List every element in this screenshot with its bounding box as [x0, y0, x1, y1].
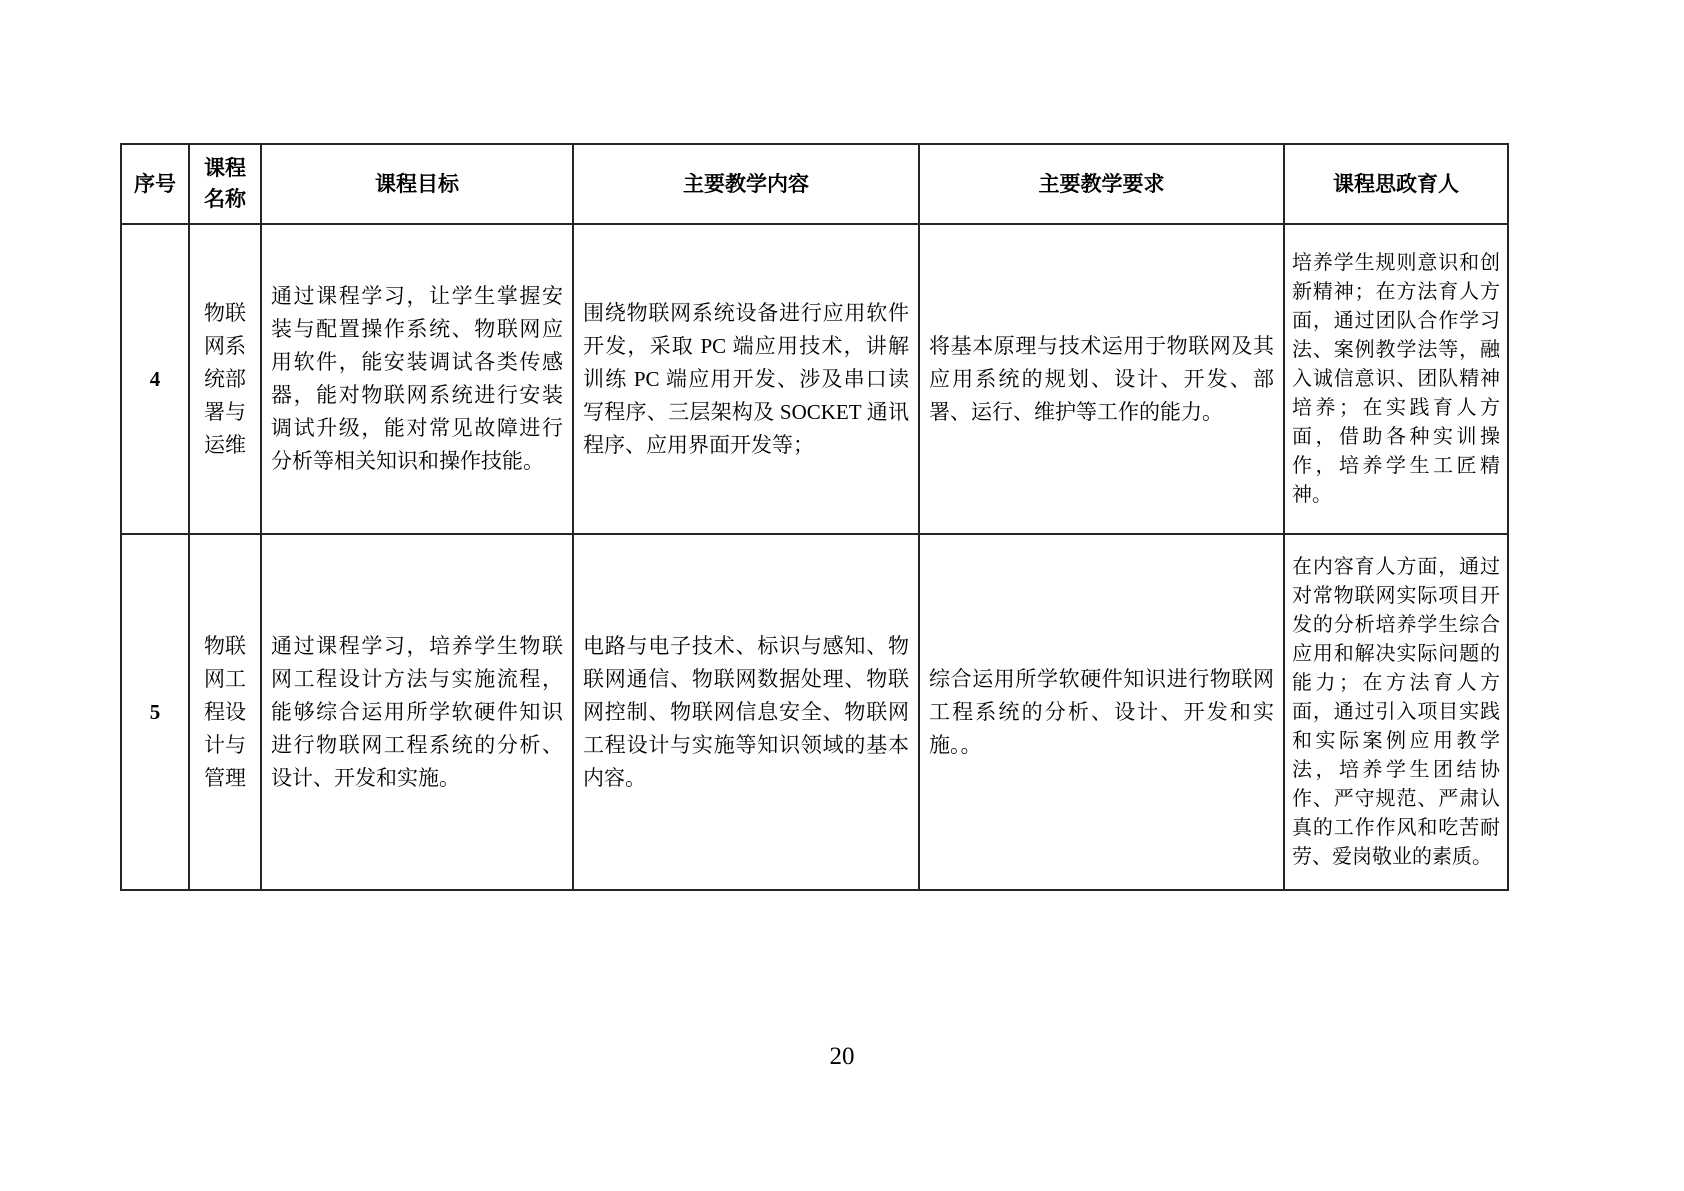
cell-course-name: 物联网工程设计与管理 [189, 534, 261, 890]
course-table [120, 143, 1509, 891]
cell-teaching-content: 电路与电子技术、标识与感知、物联网通信、物联网数据处理、物联网控制、物联网信息安全、物联网工程设计与实施等知识领域的基本内容。 [573, 534, 919, 890]
column-header-teaching-content: 主要教学内容 [573, 144, 919, 224]
cell-course-objectives: 通过课程学习，培养学生物联网工程设计方法与实施流程，能够综合运用所学软硬件知识进行物联网工程系统的分析、设计、开发和实施。 [261, 534, 573, 890]
cell-course-objectives: 通过课程学习，让学生掌握安装与配置操作系统、物联网应用软件，能安装调试各类传感器，能对物联网系统进行安装调试升级，能对常见故障进行分析等相关知识和操作技能。 [261, 224, 573, 534]
table-header [121, 144, 1508, 224]
column-header-teaching-requirements: 主要教学要求 [919, 144, 1284, 224]
table-row-course-4 [121, 224, 1508, 534]
table-header-row [121, 144, 1508, 224]
cell-row-number: 5 [121, 534, 189, 890]
cell-teaching-requirements: 将基本原理与技术运用于物联网及其应用系统的规划、设计、开发、部署、运行、维护等工作的能力。 [919, 224, 1284, 534]
cell-teaching-content: 围绕物联网系统设备进行应用软件开发，采取 PC 端应用技术，讲解训练 PC 端应用开发、涉及串口读写程序、三层架构及 SOCKET 通讯程序、应用界面开发等； [573, 224, 919, 534]
column-header-index: 序号 [121, 144, 189, 224]
cell-teaching-requirements: 综合运用所学软硬件知识进行物联网工程系统的分析、设计、开发和实施。。 [919, 534, 1284, 890]
table-row-course-5 [121, 534, 1508, 890]
cell-row-number: 4 [121, 224, 189, 534]
cell-course-name: 物联网系统部署与运维 [189, 224, 261, 534]
column-header-course-name: 课程名称 [189, 144, 261, 224]
column-header-objectives: 课程目标 [261, 144, 573, 224]
table-body [121, 224, 1508, 890]
page-number: 20 [829, 1043, 855, 1070]
column-header-ideology-education: 课程思政育人 [1284, 144, 1508, 224]
cell-ideology-education: 培养学生规则意识和创新精神；在方法育人方面，通过团队合作学习法、案例教学法等，融入诚信意识、团队精神培养；在实践育人方面，借助各种实训操作，培养学生工匠精神。 [1284, 224, 1508, 534]
cell-ideology-education: 在内容育人方面，通过对常物联网实际项目开发的分析培养学生综合应用和解决实际问题的能力；在方法育人方面，通过引入项目实践和实际案例应用教学法，培养学生团结协作、严守规范、严肃认真的工作作风和吃苦耐劳、爱岗敬业的素质。 [1284, 534, 1508, 890]
